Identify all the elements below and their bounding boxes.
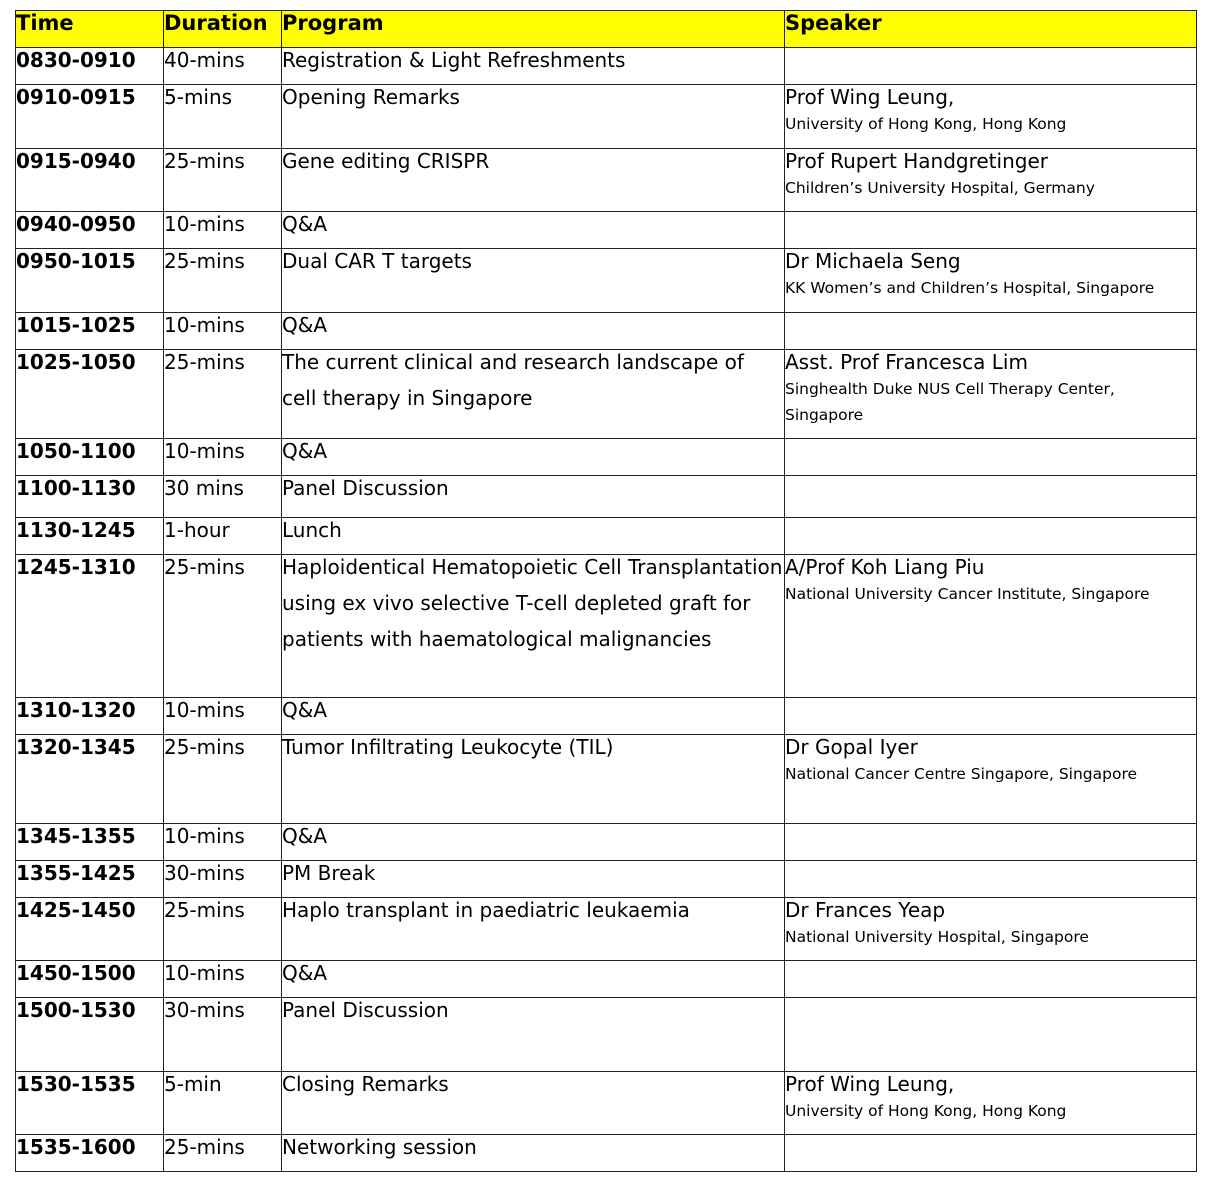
cell-speaker: [785, 439, 1197, 476]
speaker-affiliation: Children’s University Hospital, Germany: [785, 179, 1095, 197]
cell-duration: 5-min: [164, 1072, 282, 1135]
cell-speaker: [785, 518, 1197, 555]
program-text: Registration & Light Refreshments: [282, 48, 626, 72]
cell-time: 0915-0940: [16, 149, 164, 212]
speaker-name: Asst. Prof Francesca Lim: [785, 350, 1028, 374]
cell-time: 1345-1355: [16, 824, 164, 861]
program-text: Panel Discussion: [282, 476, 449, 500]
speaker-name: A/Prof Koh Liang Piu: [785, 555, 985, 579]
table-row: [16, 249, 1197, 313]
cell-time: 0830-0910: [16, 48, 164, 85]
cell-speaker: [785, 824, 1197, 861]
cell-speaker: [785, 249, 1197, 313]
program-text: Lunch: [282, 518, 342, 542]
cell-duration: 10-mins: [164, 313, 282, 350]
cell-program: [282, 1135, 785, 1172]
cell-program: [282, 85, 785, 149]
speaker-affiliation: University of Hong Kong, Hong Kong: [785, 115, 1067, 133]
program-text: Q&A: [282, 212, 328, 236]
cell-duration: 25-mins: [164, 735, 282, 824]
cell-speaker: [785, 998, 1197, 1072]
table-row: [16, 898, 1197, 961]
header-program: Program: [282, 11, 785, 48]
cell-duration: 25-mins: [164, 1135, 282, 1172]
program-text: Haplo transplant in paediatric leukaemia: [282, 898, 690, 922]
program-text: Panel Discussion: [282, 998, 449, 1022]
cell-time: 1050-1100: [16, 439, 164, 476]
program-text: Networking session: [282, 1135, 477, 1159]
table-row: [16, 735, 1197, 824]
cell-speaker: [785, 350, 1197, 439]
cell-speaker: [785, 555, 1197, 698]
cell-duration: 40-mins: [164, 48, 282, 85]
cell-speaker: [785, 898, 1197, 961]
cell-duration: 30 mins: [164, 476, 282, 518]
table-row: [16, 998, 1197, 1072]
cell-program: [282, 898, 785, 961]
cell-speaker: [785, 961, 1197, 998]
cell-program: [282, 350, 785, 439]
program-text: Dual CAR T targets: [282, 249, 472, 273]
speaker-affiliation: Singhealth Duke NUS Cell Therapy Center, Singapore: [785, 380, 1115, 424]
program-text: Q&A: [282, 961, 328, 985]
cell-duration: 30-mins: [164, 861, 282, 898]
cell-time: 1100-1130: [16, 476, 164, 518]
cell-duration: 25-mins: [164, 555, 282, 698]
cell-time: 1425-1450: [16, 898, 164, 961]
agenda-table: [15, 10, 1197, 1172]
cell-duration: 5-mins: [164, 85, 282, 149]
program-text: The current clinical and research landscape of cell therapy in Singapore: [282, 350, 744, 410]
header-duration: Duration: [164, 11, 282, 48]
cell-time: 0910-0915: [16, 85, 164, 149]
cell-program: [282, 555, 785, 698]
table-row: [16, 149, 1197, 212]
program-text: Tumor Infiltrating Leukocyte (TIL): [282, 735, 614, 759]
cell-duration: 10-mins: [164, 212, 282, 249]
cell-time: 1015-1025: [16, 313, 164, 350]
program-text: Haploidentical Hematopoietic Cell Transplantation using ex vivo selective T-cell depleted graft for patients with haematological malignancies: [282, 555, 783, 651]
cell-time: 1530-1535: [16, 1072, 164, 1135]
cell-program: [282, 149, 785, 212]
cell-speaker: [785, 313, 1197, 350]
table-row: [16, 1135, 1197, 1172]
program-text: Q&A: [282, 439, 328, 463]
table-row: [16, 85, 1197, 149]
speaker-name: Prof Wing Leung,: [785, 1072, 955, 1096]
table-row: [16, 555, 1197, 698]
cell-duration: 30-mins: [164, 998, 282, 1072]
cell-duration: 25-mins: [164, 350, 282, 439]
cell-time: 1320-1345: [16, 735, 164, 824]
speaker-affiliation: University of Hong Kong, Hong Kong: [785, 1102, 1067, 1120]
speaker-name: Dr Frances Yeap: [785, 898, 946, 922]
program-text: PM Break: [282, 861, 376, 885]
cell-duration: 25-mins: [164, 898, 282, 961]
cell-program: [282, 735, 785, 824]
cell-time: 0950-1015: [16, 249, 164, 313]
cell-speaker: [785, 476, 1197, 518]
cell-duration: 10-mins: [164, 439, 282, 476]
cell-program: [282, 1072, 785, 1135]
cell-program: [282, 249, 785, 313]
speaker-name: Dr Gopal Iyer: [785, 735, 918, 759]
cell-speaker: [785, 212, 1197, 249]
cell-time: 1355-1425: [16, 861, 164, 898]
cell-time: 1245-1310: [16, 555, 164, 698]
cell-speaker: [785, 735, 1197, 824]
header-speaker: Speaker: [785, 11, 1197, 48]
cell-time: 1450-1500: [16, 961, 164, 998]
cell-time: 1310-1320: [16, 698, 164, 735]
cell-time: 1500-1530: [16, 998, 164, 1072]
cell-speaker: [785, 85, 1197, 149]
speaker-affiliation: National University Hospital, Singapore: [785, 928, 1089, 946]
cell-duration: 10-mins: [164, 961, 282, 998]
cell-duration: 10-mins: [164, 824, 282, 861]
header-time: Time: [16, 11, 164, 48]
cell-speaker: [785, 698, 1197, 735]
table-row: [16, 350, 1197, 439]
cell-speaker: [785, 149, 1197, 212]
cell-time: 0940-0950: [16, 212, 164, 249]
cell-duration: 1-hour: [164, 518, 282, 555]
agenda-body: [16, 48, 1197, 1172]
program-text: Gene editing CRISPR: [282, 149, 490, 173]
speaker-affiliation: National Cancer Centre Singapore, Singapore: [785, 765, 1138, 783]
cell-speaker: [785, 1072, 1197, 1135]
cell-duration: 25-mins: [164, 249, 282, 313]
program-text: Closing Remarks: [282, 1072, 449, 1096]
cell-time: 1025-1050: [16, 350, 164, 439]
speaker-name: Dr Michaela Seng: [785, 249, 961, 273]
cell-time: 1535-1600: [16, 1135, 164, 1172]
cell-duration: 25-mins: [164, 149, 282, 212]
cell-speaker: [785, 1135, 1197, 1172]
program-text: Q&A: [282, 698, 328, 722]
program-text: Q&A: [282, 824, 328, 848]
cell-speaker: [785, 861, 1197, 898]
cell-duration: 10-mins: [164, 698, 282, 735]
program-text: Q&A: [282, 313, 328, 337]
program-text: Opening Remarks: [282, 85, 460, 109]
cell-program: [282, 998, 785, 1072]
cell-speaker: [785, 48, 1197, 85]
speaker-name: Prof Wing Leung,: [785, 85, 955, 109]
table-row: [16, 1072, 1197, 1135]
speaker-affiliation: KK Women’s and Children’s Hospital, Singapore: [785, 279, 1155, 297]
cell-time: 1130-1245: [16, 518, 164, 555]
speaker-affiliation: National University Cancer Institute, Singapore: [785, 585, 1150, 603]
speaker-name: Prof Rupert Handgretinger: [785, 149, 1048, 173]
